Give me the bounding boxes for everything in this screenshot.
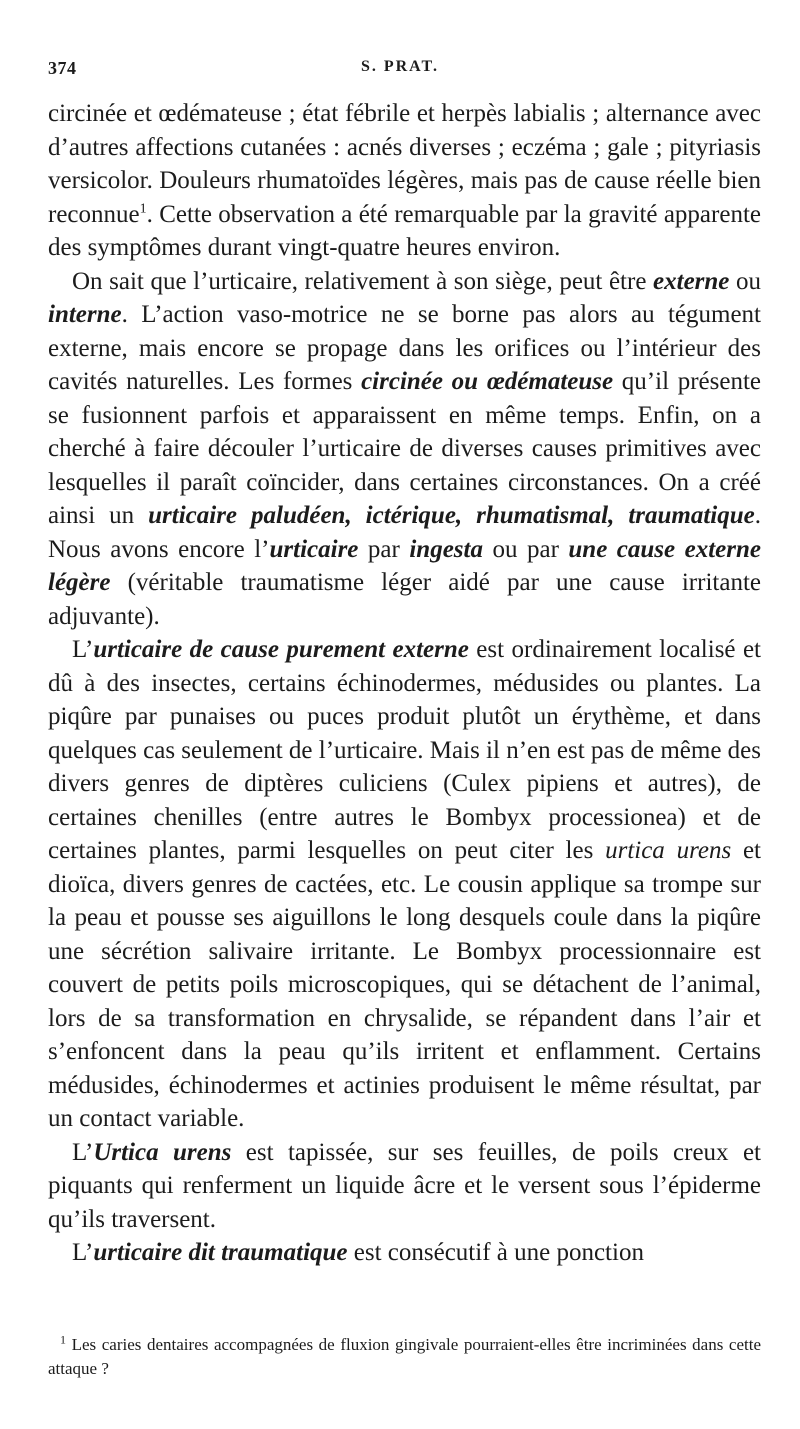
main-text [48, 97, 761, 1270]
text-run: . Cette observation a été remarquable par la gravité apparente des symptômes durant vingt-quatre heures environ. [48, 200, 761, 261]
paragraph-1 [48, 97, 761, 265]
emphasis: ingesta [409, 535, 483, 563]
page-header [48, 58, 752, 88]
page-number: 374 [48, 58, 77, 78]
paragraph-3 [48, 633, 761, 1136]
text-run: est tapissée, sur ses feuilles, de poils creux et piquants qui renferment un liquide âcre et le versent sous l’épiderme qu’ils traversent. [48, 1138, 761, 1233]
text-run: L’ [72, 636, 94, 663]
text-run: On sait que l’urticaire, relativement à son siège, peut être [72, 267, 654, 295]
text-run: L’ [72, 1138, 94, 1166]
text-run: qu’il présente se fusionnent parfois et apparaissent en même temps. Enfin, on a cherché à faire découler l’urticaire de diverses causes primitives avec lesquelles il paraît coïncider, dans certaines circonstances. On a créé ainsi un [48, 368, 761, 529]
text-run: . L’action vaso-motrice ne se borne pas alors au tégument externe, mais encore se propage dans les orifices ou l’intérieur des cavités naturelles. Les formes [48, 301, 761, 395]
emphasis: Urtica urens [93, 1138, 232, 1166]
footnote-mark: 1 [60, 1332, 66, 1347]
paragraph-4 [48, 1136, 761, 1237]
text-run: est consécutif à une ponction [347, 1239, 644, 1266]
text-run: . Nous avons encore l’ [48, 502, 761, 563]
emphasis: urticaire de cause purement externe [93, 636, 469, 663]
text-run: circinée et œdémateuse ; état fébrile et herpès labialis ; alternance avec d’autres affections cutanées : acnés diverses ; eczéma ; gale ; pityriasis versicolor. Douleurs rhumatoïdes légères, mais pas de cause réelle bien reconnue [48, 100, 761, 228]
emphasis: urticaire [269, 535, 359, 563]
footnote-text: Les caries dentaires accompagnées de fluxion gingivale pourraient-elles être incriminées dans cette attaque ? [48, 1335, 762, 1378]
text-run: (véritable traumatisme léger aidé par une cause irritante adjuvante). [48, 569, 761, 630]
text-run: ou [729, 267, 762, 295]
emphasis: urticaire dit traumatique [93, 1239, 348, 1266]
emphasis: une cause externe légère [48, 535, 762, 596]
text-run: L’ [72, 1239, 94, 1266]
paragraph-5 [48, 1236, 761, 1270]
emphasis: urticaire paludéen, ictérique, rhumatismal, traumatique [148, 502, 755, 529]
emphasis: urtica urens [605, 837, 732, 864]
emphasis: externe [653, 267, 730, 295]
emphasis: circinée ou œdémateuse [361, 368, 614, 395]
text-run: ou par [482, 535, 569, 563]
text-run: par [358, 535, 410, 563]
text-run: et dioïca, divers genres de cactées, etc. Le cousin applique sa trompe sur la peau et pousse ses aiguillons le long desquels coule dans la piqûre une sécrétion salivaire irritante. Le Bombyx processionnaire est couvert de petits poils microscopiques, qui se détachent de l’animal, lors de sa transformation en chrysalide, se répandent dans l’air et s’enfoncent dans la peau qu’ils irritent et enflamment. Certains médusides, échinodermes et actinies produisent le même résultat, par un contact variable. [48, 837, 762, 1132]
running-head: S. PRAT. [360, 58, 440, 75]
paragraph-2 [48, 265, 761, 634]
emphasis: interne [48, 301, 122, 328]
footnote [48, 1333, 761, 1381]
text-run: est ordinairement localisé et dû à des insectes, certains échinodermes, médusides ou plantes. La piqûre par punaises ou puces produit plutôt un érythème, et dans quelques cas seulement de l’urticaire. Mais il n’en est pas de même des divers genres de diptères culiciens (Culex pipiens et autres), de certaines chenilles (entre autres le Bombyx processionea) et de certaines plantes, parmi lesquelles on peut citer les [48, 636, 761, 864]
footnote-reference: 1 [139, 201, 147, 217]
